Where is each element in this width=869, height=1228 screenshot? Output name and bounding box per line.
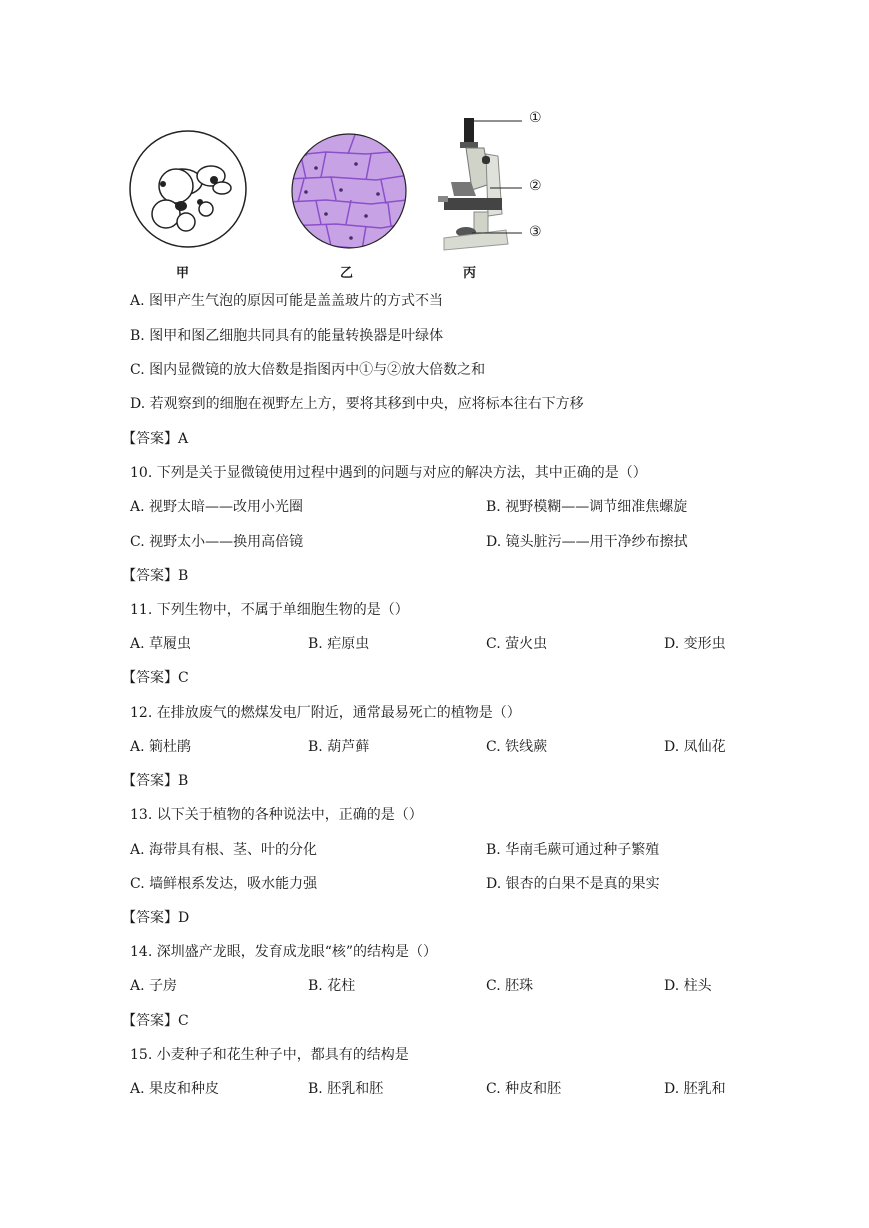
q13-answer: 【答案】D <box>122 910 190 926</box>
q14-option-b: B. 花柱 <box>308 978 356 994</box>
q15-option-b: B. 胚乳和胚 <box>308 1081 384 1097</box>
q9-option-a: A. 图甲产生气泡的原因可能是盖盖玻片的方式不当 <box>130 293 444 309</box>
q10-option-a: A. 视野太暗——改用小光圈 <box>130 499 304 515</box>
q13-option-a: A. 海带具有根、茎、叶的分化 <box>130 842 318 858</box>
figure-jia-drawing <box>130 131 246 247</box>
q12-option-b: B. 葫芦藓 <box>308 739 370 755</box>
figure-drawings <box>126 104 556 284</box>
q9-option-d: D. 若观察到的细胞在视野左上方，要将其移到中央，应将标本往右下方移 <box>130 396 584 412</box>
q11-answer: 【答案】C <box>122 670 189 686</box>
q14-option-c: C. 胚珠 <box>486 978 534 994</box>
q9-option-c: C. 图内显微镜的放大倍数是指图丙中①与②放大倍数之和 <box>130 362 486 378</box>
q13-stem: 13. 以下关于植物的各种说法中，正确的是（） <box>130 807 423 823</box>
q12-answer: 【答案】B <box>122 773 189 789</box>
q11-option-c: C. 萤火虫 <box>486 636 548 652</box>
q11-option-b: B. 疟原虫 <box>308 636 370 652</box>
q14-option-a: A. 子房 <box>130 978 178 994</box>
figure-label-jia: 甲 <box>176 266 190 281</box>
q12-option-d: D. 凤仙花 <box>664 739 726 755</box>
figure-yi-drawing <box>286 132 416 250</box>
q14-stem: 14. 深圳盛产龙眼，发育成龙眼“核”的结构是（） <box>130 944 438 960</box>
q10-option-d: D. 镜头脏污——用干净纱布擦拭 <box>486 534 688 550</box>
q10-option-b: B. 视野模糊——调节细准焦螺旋 <box>486 499 688 515</box>
q15-stem: 15. 小麦种子和花生种子中，都具有的结构是 <box>130 1047 409 1063</box>
figure-label-yi: 乙 <box>340 266 354 281</box>
figure-marker-2: ② <box>529 178 542 194</box>
figure-label-bing: 丙 <box>463 266 477 281</box>
q10-stem: 10. 下列是关于显微镜使用过程中遇到的问题与对应的解决方法，其中正确的是（） <box>130 465 647 481</box>
q14-answer: 【答案】C <box>122 1013 189 1029</box>
figure-bing-drawing <box>438 118 522 250</box>
q9-answer: 【答案】A <box>122 431 189 447</box>
question-figure <box>126 104 556 284</box>
q11-option-d: D. 变形虫 <box>664 636 726 652</box>
q11-option-a: A. 草履虫 <box>130 636 192 652</box>
q10-answer: 【答案】B <box>122 568 189 584</box>
q15-option-c: C. 种皮和胚 <box>486 1081 562 1097</box>
q13-option-b: B. 华南毛蕨可通过种子繁殖 <box>486 842 660 858</box>
q11-stem: 11. 下列生物中，不属于单细胞生物的是（） <box>130 602 409 618</box>
q13-option-c: C. 墙鲜根系发达，吸水能力强 <box>130 876 318 892</box>
q10-option-c: C. 视野太小——换用高倍镜 <box>130 534 304 550</box>
q14-option-d: D. 柱头 <box>664 978 712 994</box>
figure-marker-3: ③ <box>529 224 542 240</box>
q12-stem: 12. 在排放废气的燃煤发电厂附近，通常最易死亡的植物是（） <box>130 705 521 721</box>
q12-option-a: A. 箣杜鹃 <box>130 739 192 755</box>
q15-option-d: D. 胚乳和 <box>664 1081 726 1097</box>
q12-option-c: C. 铁线蕨 <box>486 739 548 755</box>
q13-option-d: D. 银杏的白果不是真的果实 <box>486 876 660 892</box>
figure-marker-1: ① <box>529 110 542 126</box>
q15-option-a: A. 果皮和种皮 <box>130 1081 220 1097</box>
q9-option-b: B. 图甲和图乙细胞共同具有的能量转换器是叶绿体 <box>130 328 444 344</box>
